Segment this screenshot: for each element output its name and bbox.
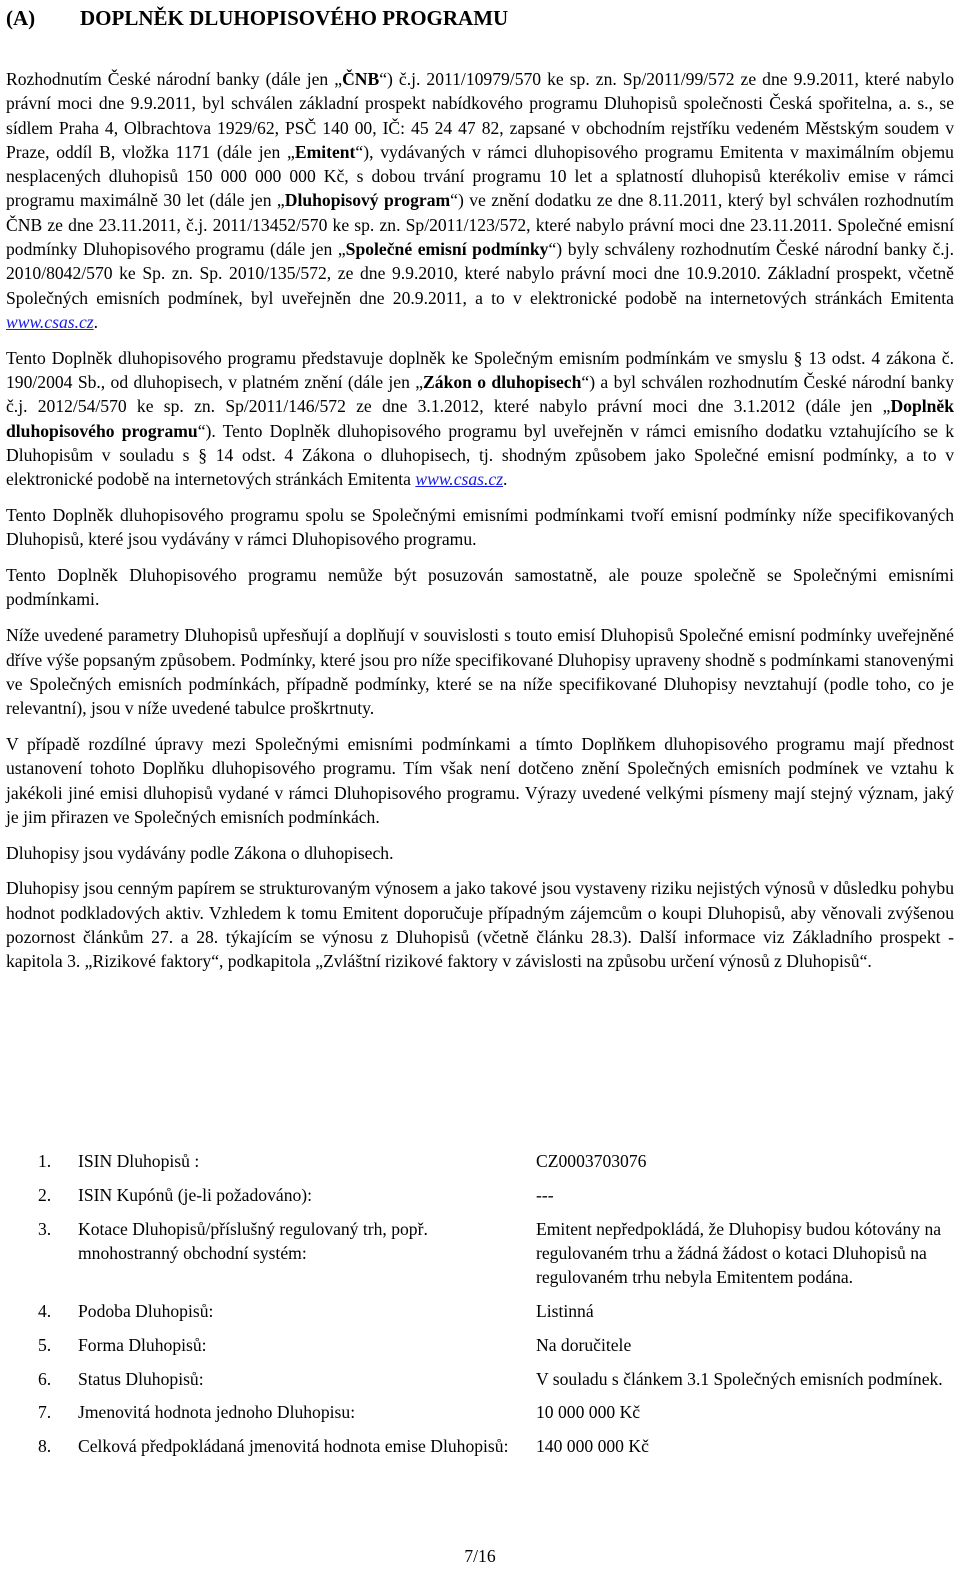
row-number: 3. [38,1218,52,1239]
paragraph-conditions: Tento Doplněk dluhopisového programu spolu se Společnými emisními podmínkami tvoří emisní podmínky níže specifikovaných Dluhopisů, které jsou vydávány v rámci Dluhopisového programu. [6,505,954,550]
row-value: V souladu s článkem 3.1 Společných emisních podmínek. [536,1368,943,1389]
row-label: Forma Dluhopisů: [78,1334,207,1355]
row-number: 4. [38,1300,52,1321]
section-heading [6,4,946,32]
section-title: DOPLNĚK DLUHOPISOVÉHO PROGRAMU [80,6,509,30]
row-value: Emitent nepředpokládá, že Dluhopisy budou kótovány na regulovaném trhu a žádná žádost o kotaci Dluhopisů na regulovaném trhu nebyla Emitentem podána. [536,1218,942,1288]
row-label: ISIN Dluhopisů : [78,1151,200,1171]
table-row [0,1434,960,1458]
page-number: 7/16 [464,1546,496,1566]
row-value: CZ0003703076 [536,1151,647,1171]
paragraph-risk: Dluhopisy jsou cenným papírem se strukturovaným výnosem a jako takové jsou vystaveny riziku nejistých výnosů v důsledku pohybu hodnot podkladových aktiv. Vzhledem k tomu Emitent doporučuje případným zájemcům o koupi Dluhopisů, aby věnovali zvýšenou pozornost článkům 27. a 28. týkajícím se výnosu z Dluhopisů (včetně článku 28.3). Další informace viz Základního prospekt - kapitola 3. „Rizikové faktory“, podkapitola „Zvláštní rizikové faktory v závislosti na způsobu určení výnosů z Dluhopisů“. [6,878,954,972]
row-label: Podoba Dluhopisů: [78,1300,214,1321]
table-row [0,1400,960,1424]
parameters-table [0,1149,960,1468]
row-number: 8. [38,1436,52,1457]
row-label: ISIN Kupónů (je-li požadováno): [78,1184,313,1205]
paragraph-precedence: V případě rozdílné úpravy mezi Společnými emisními podmínkami a tímto Doplňkem dluhopisového programu mají přednost ustanovení tohoto Doplňku dluhopisového programu. Tím však není dotčeno znění Společných emisních podmínek ve vztahu k jakékoli jiné emisi dluhopisů vydané v rámci Dluhopisového programu. Výrazy uvedené velkými písmeny mají stejný význam, jaký je jim přirazen ve Společných emisních podmínkách. [6,733,954,827]
document-body [6,67,954,985]
paragraph-intro: Rozhodnutím České národní banky (dále jen „ČNB“) č.j. 2011/10979/570 ke sp. zn. Sp/2011/99/572 ze dne 9.9.2011, které nabylo právní moci dne 9.9.2011, byl schválen základní prospekt nabídkového programu Dluhopisů společnosti Česká spořitelna, a. s., se sídlem Praha 4, Olbrachtova 1929/62, PSČ 140 00, IČ: 45 24 47 82, zapsané v obchodním rejstříku vedeném Městským soudem v Praze, oddíl B, vložka 1171 (dále jen „Emitent“), vydávaných v rámci dluhopisového programu Emitenta v maximálním objemu nesplacených dluhopisů 150 000 000 000 Kč, s dobou trvání programu 10 let a splatností dluhopisů kterékoliv emise v rámci programu maximálně 30 let (dále jen „Dluhopisový program“) ve znění dodatku ze dne 8.11.2011, který byl schválen rozhodnutím ČNB ze dne 23.11.2011, č.j. 2011/13452/570 ke sp. zn. Sp/2011/123/572, které nabylo právní moci dne 23.11.2011. Společné emisní podmínky Dluhopisového programu (dále jen „Společné emisní podmínky“) byly schváleny rozhodnutím České národní banky č.j. 2010/8042/570 ke Sp. zn. Sp. 2010/135/572, ze dne 9.9.2010, které nabylo právní moci dne 10.9.2010. Základní prospekt, včetně Společných emisních podmínek, byl uveřejněn dne 20.9.2011, a to v elektronické podobě na internetových stránkách Emitenta www.csas.cz. [6,69,954,332]
row-label: Status Dluhopisů: [78,1368,204,1389]
table-row [0,1299,960,1323]
row-value: --- [536,1184,554,1205]
row-value: Listinná [536,1300,594,1321]
row-label: Celková předpokládaná jmenovitá hodnota emise Dluhopisů: [78,1436,509,1457]
row-label: Kotace Dluhopisů/příslušný regulovaný trh, popř. mnohostranný obchodní systém: [78,1218,428,1263]
paragraph-parameters: Níže uvedené parametry Dluhopisů upřesňují a doplňují v souvislosti s touto emisí Dluhopisů Společné emisní podmínky uveřejněné dříve výše popsaným způsobem. Podmínky, které jsou pro níže specifikované Dluhopisy upraveny shodně s podmínkami stanovenými ve Společných emisních podmínkách, případně podmínky, které se na níže specifikované Dluhopisy nevztahují (podle toho, co je relevantní), jsou v níže uvedené tabulce proškrtnuty. [6,625,954,719]
row-number: 6. [38,1368,52,1389]
table-row [0,1183,960,1207]
row-number: 7. [38,1402,52,1423]
row-value: 140 000 000 Kč [536,1436,649,1457]
emitent-website-link-2[interactable]: www.csas.cz [415,469,504,490]
section-letter: (A) [6,6,36,30]
emitent-website-link[interactable]: www.csas.cz [6,311,94,332]
paragraph-law: Dluhopisy jsou vydávány podle Zákona o dluhopisech. [6,842,394,863]
row-number: 1. [38,1151,52,1171]
table-row [0,1149,960,1173]
row-value: 10 000 000 Kč [536,1402,641,1423]
table-row [0,1217,960,1290]
row-label: Jmenovitá hodnota jednoho Dluhopisu: [78,1402,356,1423]
paragraph-standalone: Tento Doplněk Dluhopisového programu nemůže být posuzován samostatně, ale pouze společně se Společnými emisními podmínkami. [6,565,954,610]
row-number: 5. [38,1334,52,1355]
table-row [0,1367,960,1391]
paragraph-supplement: Tento Doplněk dluhopisového programu představuje doplněk ke Společným emisním podmínkám ve smyslu § 13 odst. 4 zákona č. 190/2004 Sb., od dluhopisech, v platném znění (dále jen „Zákon o dluhopisech“) a byl schválen rozhodnutím České národní banky č.j. 2012/54/570 ke sp. zn. Sp/2011/146/572 ze dne 3.1.2012, které nabylo právní moci dne 3.1.2012 (dále jen „Doplněk dluhopisového programu“). Tento Doplněk dluhopisového programu byl uveřejněn v rámci emisního dodatku vztahujícího se k Dluhopisům v souladu s § 14 odst. 4 Zákona o dluhopisech, tj. shodným způsobem jako Společné emisní podmínky, a to v elektronické podobě na internetových stránkách Emitenta www.csas.cz. [6,347,954,490]
row-value: Na doručitele [536,1334,632,1355]
table-row [0,1333,960,1357]
row-number: 2. [38,1184,52,1205]
